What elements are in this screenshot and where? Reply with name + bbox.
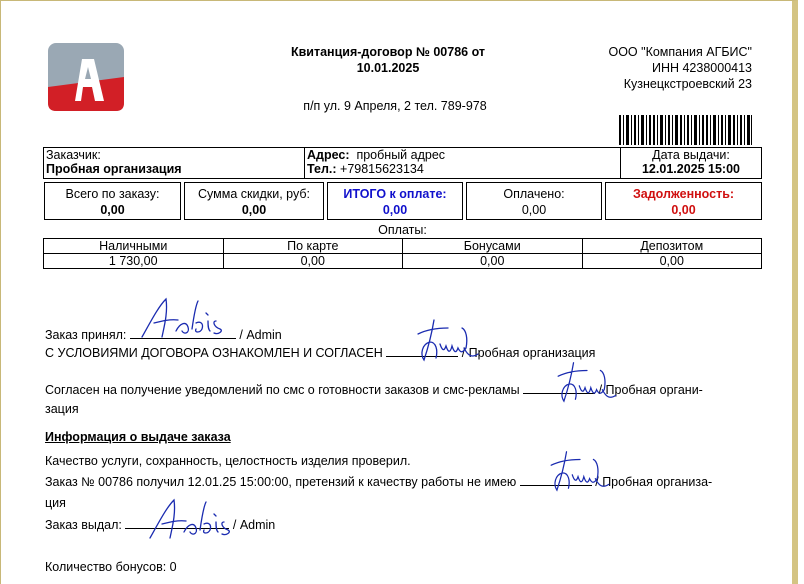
company-info <box>608 44 752 92</box>
sms-consent-text: Согласен на получение уведомлений по смс о готовности заказов и смс-рекламы <box>45 383 520 397</box>
title-line-1: Квитанция-договор № 00786 от <box>290 45 486 59</box>
customer-name: Пробная организация <box>46 162 182 176</box>
address-value: пробный адрес <box>356 148 446 162</box>
total-due-label: ИТОГО к оплате: <box>343 187 447 201</box>
paid-box <box>466 182 602 220</box>
agreement-text: С УСЛОВИЯМИ ДОГОВОРА ОЗНАКОМЛЕН И СОГЛАСЕН <box>45 346 383 360</box>
order-received-text: Заказ № 00786 получил 12.01.25 15:00:00, претензий к качеству работы не имею <box>45 475 517 489</box>
customer-cell <box>44 148 305 178</box>
company-inn: ИНН 4238000413 <box>651 61 752 75</box>
signature-agreement <box>412 314 482 364</box>
customer-label: Заказчик: <box>46 148 101 162</box>
total-order-value: 0,00 <box>100 203 125 217</box>
order-issued-by: / Admin <box>232 518 276 532</box>
total-order-label: Всего по заказу: <box>65 187 160 201</box>
company-street: Кузнецкстроевский 23 <box>623 77 752 91</box>
branch-address: п/п ул. 9 Апреля, 2 тел. 789-978 <box>303 99 487 113</box>
order-accepted-by: / Admin <box>239 328 282 342</box>
paid-label: Оплачено: <box>503 187 565 201</box>
signature-sms <box>552 357 620 405</box>
debt-value: 0,00 <box>671 203 696 217</box>
debt-label: Задолженность: <box>632 187 735 201</box>
quality-checked-text: Качество услуги, сохранность, целостность изделия проверил. <box>45 454 411 468</box>
payments-header-bonus: Бонусами <box>403 239 583 254</box>
payments-value-deposit: 0,00 <box>582 254 762 269</box>
agreement-by: / Пробная организация <box>461 346 596 360</box>
document-title <box>268 44 508 76</box>
barcode <box>619 115 752 145</box>
payments-header-deposit: Депозитом <box>582 239 762 254</box>
payments-value-card: 0,00 <box>223 254 403 269</box>
payments-caption: Оплаты: <box>378 223 427 237</box>
payments-value-row <box>44 254 762 269</box>
address-label: Адрес: <box>307 148 350 162</box>
total-due-box <box>327 182 463 220</box>
total-order-box <box>44 182 181 220</box>
signature-received <box>545 446 613 494</box>
company-name: ООО "Компания АГБИС" <box>608 45 752 59</box>
debt-box <box>605 182 762 220</box>
total-due-value: 0,00 <box>382 203 408 217</box>
sms-consent-by-cont: зация <box>45 402 79 416</box>
payments-header-row <box>44 239 762 254</box>
issue-section-title: Информация о выдаче заказа <box>45 430 231 444</box>
company-logo <box>48 43 124 111</box>
payments-value-bonus: 0,00 <box>403 254 583 269</box>
discount-label: Сумма скидки, руб: <box>198 187 310 201</box>
bonus-count-text: Количество бонусов: 0 <box>45 560 177 574</box>
order-received-by: / Пробная организа- <box>595 475 713 489</box>
order-accepted-label: Заказ принял: <box>45 328 127 342</box>
phone-value: +79815623134 <box>340 162 424 176</box>
issue-date-value: 12.01.2025 15:00 <box>641 162 740 176</box>
signature-accepted <box>140 293 230 343</box>
address-cell <box>305 148 621 178</box>
payments-value-cash: 1 730,00 <box>44 254 224 269</box>
title-line-2: 10.01.2025 <box>356 61 420 75</box>
discount-box <box>184 182 324 220</box>
sms-consent-by: / Пробная органи- <box>598 383 703 397</box>
payments-header-card: По карте <box>223 239 403 254</box>
order-received-by-cont: ция <box>45 496 66 510</box>
payments-header-cash: Наличными <box>44 239 224 254</box>
issue-date-cell <box>621 148 761 178</box>
paid-value: 0,00 <box>521 203 547 217</box>
discount-value: 0,00 <box>241 203 267 217</box>
signature-issued <box>148 494 238 544</box>
issue-date-label: Дата выдачи: <box>652 148 730 162</box>
phone-label: Тел.: <box>307 162 337 176</box>
agreement-line <box>45 346 595 360</box>
customer-info-row <box>43 147 762 179</box>
order-issued-label: Заказ выдал: <box>45 518 122 532</box>
payments-table <box>43 238 762 269</box>
